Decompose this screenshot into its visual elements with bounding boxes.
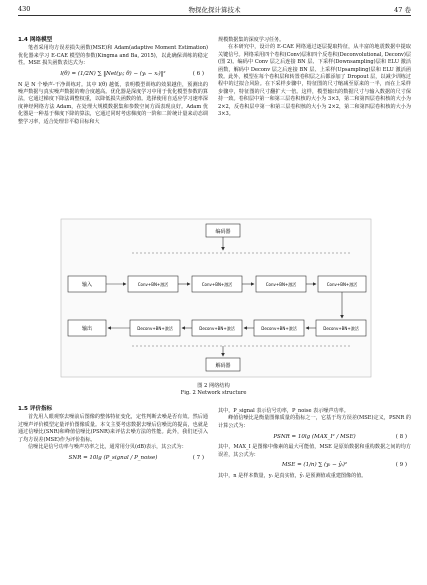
left-column-top [18,37,208,126]
left-column-bottom [18,406,208,465]
deconv-block-2-label: Deconv+BN+激活 [261,326,297,331]
equation-7-body: SNR = 10lg (P_signal / P_noise) [68,454,158,461]
deconv-block-1-label: Deconv+BN+激活 [323,326,359,331]
paragraph-loss-intro: 笔者采用均方误差损失函数(MSE)和 Adam(adaptive Moment Estimation)优化器来学习 E-CAE 模型的参数(Kingma and Ba, 2015)，以此确保训练的稳定性。MSE 损失函数表达式为： [18,45,208,67]
conv-block-4-label: Conv+BN+激活 [326,282,358,287]
right-column-top [218,37,411,118]
equation-7 [18,451,208,465]
equation-6-body: l(θ) = (1/2N) ∑ ‖Net(yᵢ; θ) − (yᵢ − xᵢ)‖² [60,70,166,77]
paragraph-signal-noise: 其中，P_signal 表示信号功率，P_noise 表示噪声功率。 [218,408,349,414]
network-diagram [60,218,372,378]
right-column-bottom [218,408,411,480]
network-structure-figure [60,218,372,378]
output-label: 输出 [81,326,93,332]
equation-9 [218,459,411,473]
paragraph-max: 其中，MAX_I 是图像中像素的最大可能值，MSE 是原始数据和重构数据之间的均方误差，其公式为： [218,444,411,458]
section-heading-metrics: 1.5 评价指标 [18,406,53,412]
equation-9-number: ( 9 ) [395,462,407,469]
figure-caption-cn: 图 2 网络结构 [197,383,230,389]
paragraph-n-samples: 其中，n 是样本数量，yᵢ 是真实值，ŷᵢ 是预测值或重建图像的值。 [218,473,367,480]
conv-block-1-label: Conv+BN+激活 [137,282,169,287]
decoder-label: 解码器 [215,363,231,369]
equation-6 [18,68,208,82]
figure-frame [61,219,371,377]
equation-7-number: ( 7 ) [192,454,204,461]
journal-title: 物探化探计算技术 [188,6,241,14]
deconv-block-4-label: Deconv+BN+激活 [137,326,173,331]
figure-caption-en: Fig. 2 Network structure [180,390,247,396]
paragraph-psnr: 峰值信噪比是衡量图像质量的指标之一，它基于均方误差(MSE)定义，PSNR 的计算公式为： [218,415,411,429]
equation-8-number: ( 8 ) [395,433,407,440]
equation-8-body: PSNR = 10lg (MAX_I² / MSE) [273,433,356,440]
equation-9-body: MSE = (1/n) ∑ (yᵢ − ŷᵢ)² [281,462,348,469]
header-rule [18,15,411,16]
paragraph-continued: 规模数据集的深度学习任务。 [218,37,285,43]
conv-block-2-label: Conv+BN+激活 [201,282,233,287]
paragraph-adam: N 是 N 个噪声-干净训练对。其中 l(θ) 越低，表明模型训练的效果越佳，预测出的噪声数据与真实噪声数据的吻合度越高。优化器是深度学习中用于优化模型参数的算法，它通过梯度下降法调整权重，以降低损失函数的值。选择使用自适应学习速率深度神经网络方法 Adam，在处理大规模数据集和参数空间方面表现良好。Adam 优化器是一种基于梯度下降的算法，它通过同时考虑梯度的一阶和二阶统计量来动态调整学习率，适合处理非平稳目标和大 [18,81,208,125]
page-number: 430 [18,5,31,13]
paragraph-architecture: 在本研究中，设计的 E-CAE 网络通过逐层提取特征，从丰富的地震数据中提取关键信号。网络采用四个卷积(Conv)层和四个反卷积(Deconvolutional, Deconv)层(图 2)。编码中 Conv 层之后连接 BN 层、下采样(Downsampling)层和 ELU 激活函数，解码中 Deconv 层之后连接 BN 层、上采样(Upsampling)层和 ELU 激活函数。此外，模型在每个卷积层和转置卷积层之后都添加了 Dropout 层，以减少训练过程中的过拟合风险。在下采样步骤中，特征图的尺寸缩减至原来的一半，而在上采样步骤中，特征图的尺寸翻扩大一倍。这样，模型输出的数据尺寸与输入数据的尺寸保持一致。卷积层中第一和第三层卷积核的大小为 3×3，第二和第四层卷积核的大小为 2×2，反卷积层中第一和第三层卷积核的大小为 2×2，第二和第四层卷积核的大小为 3×3。 [218,44,411,118]
paragraph-snr: 信噪比是信号功率与噪声功率之比，通常用分贝(dB)表示，其公式为： [28,444,187,451]
input-label: 输入 [81,282,93,288]
deconv-block-3-label: Deconv+BN+激活 [199,326,235,331]
equation-8 [218,430,411,444]
conv-block-3-label: Conv+BN+激活 [265,282,297,287]
paragraph-metrics: 首先用人眼观察去噪前后图像的整体特征变化，定性判断去噪是否有效。然后通过噪声评价模型定量评价图像质量。本文主要考虑数据去噪后信噪比的提高，也就是通过信噪比(SNR)和峰值信噪比(PSNR)来评估去噪方法的性能。此外，我们还引入了均方误差(MSE)作为评价指标。 [18,414,208,443]
section-heading-network-model: 1.4 网络模型 [18,37,53,43]
equation-6-number: ( 6 ) [192,70,204,77]
volume-label: 47 卷 [394,6,411,14]
encoder-label: 编码器 [215,229,231,235]
decoder-deconv-blocks [108,320,366,336]
